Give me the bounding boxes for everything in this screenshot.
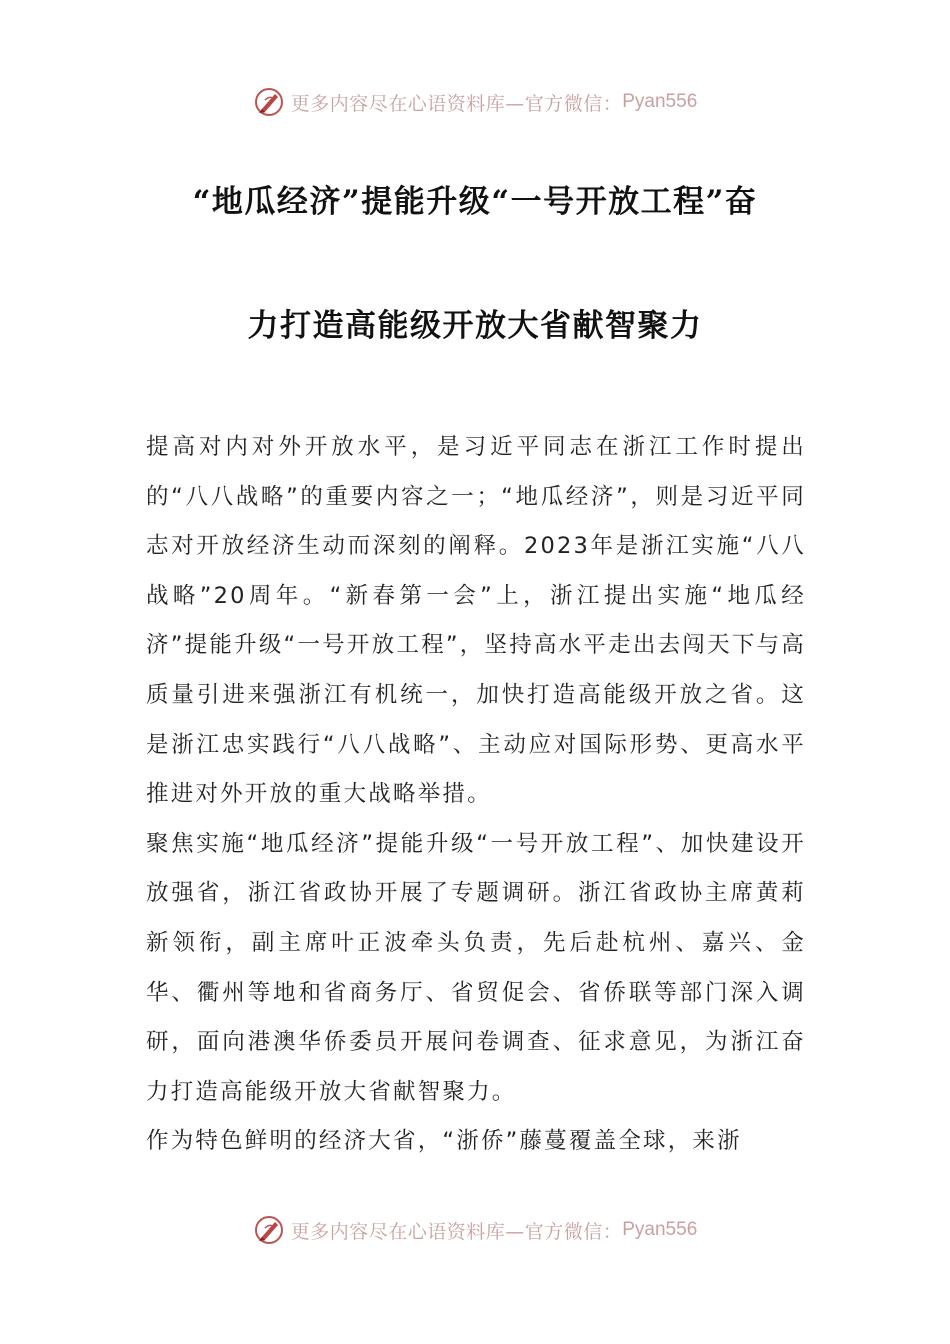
watermark-wechat-id: Pyan556 — [622, 91, 698, 112]
paragraph-3: 作为特色鲜明的经济大省，“浙侨”藤蔓覆盖全球，来浙 — [146, 1128, 742, 1155]
document-title-line-1: “地瓜经济”提能升级“一号开放工程”奋 — [192, 184, 758, 220]
paragraph-2: 聚焦实施“地瓜经济”提能升级“一号开放工程”、加快建设开放强省，浙江省政协开展了专题调研。浙江省政协主席黄莉新领衔，副主席叶正波牵头负责，先后赴杭州、嘉兴、金华、衢州等地和省商务厅、省贸促会、省侨联等部门深入调研，面向港澳华侨委员开展问卷调查、征求意见，为浙江奋力打造高能级开放大省献智聚力。 — [146, 830, 806, 1105]
document-body — [146, 423, 806, 1167]
header-watermark — [0, 82, 950, 122]
document-title-line-2: 力打造高能级开放大省献智聚力 — [247, 308, 703, 344]
pen-logo-icon — [253, 86, 285, 118]
footer-watermark — [0, 1210, 950, 1250]
pen-logo-icon — [253, 1214, 285, 1246]
watermark-text: 更多内容尽在心语资料库—官方微信： — [290, 1220, 623, 1243]
watermark-text: 更多内容尽在心语资料库—官方微信： — [290, 92, 623, 115]
paragraph-1: 提高对内对外开放水平，是习近平同志在浙江工作时提出的“八八战略”的重要内容之一；“地瓜经济”，则是习近平同志对开放经济生动而深刻的阐释。2023年是浙江实施“八八战略”20周年。“新春第一会”上，浙江提出实施“地瓜经济”提能升级“一号开放工程”，坚持高水平走出去闯天下与高质量引进来强浙江有机统一，加快打造高能级开放之省。这是浙江忠实践行“八八战略”、主动应对国际形势、更高水平推进对外开放的重大战略举措。 — [146, 434, 806, 808]
watermark-wechat-id: Pyan556 — [622, 1219, 698, 1240]
